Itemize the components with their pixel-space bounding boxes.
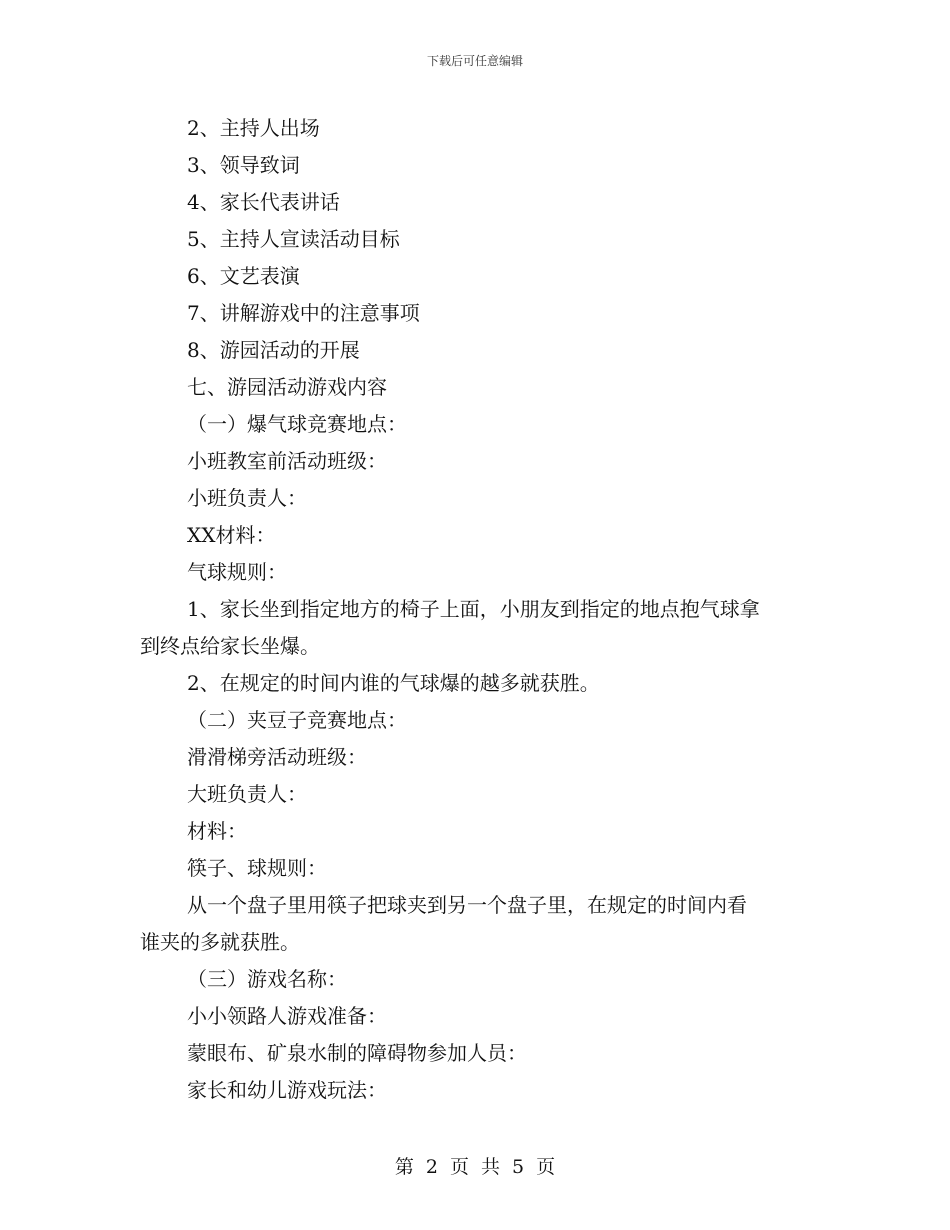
paragraph-line: 气球规则：	[187, 560, 287, 584]
paragraph-line: 小班负责人：	[187, 486, 307, 510]
paragraph-line: 筷子、球规则：	[187, 856, 327, 880]
paragraph-line-continued: 到终点给家长坐爆。	[140, 634, 320, 658]
page-header-note: 下载后可任意编辑	[426, 54, 523, 68]
paragraph-line: 家长和幼儿游戏玩法：	[187, 1078, 387, 1102]
subsection-beans: （二）夹豆子竞赛地点：	[187, 708, 407, 732]
paragraph-line: 大班负责人：	[187, 782, 307, 806]
list-item-game-notes: 7、讲解游戏中的注意事项	[187, 301, 420, 325]
list-item-activity-start: 8、游园活动的开展	[187, 338, 360, 362]
paragraph-line: 小班教室前活动班级：	[187, 449, 387, 473]
paragraph-line: 2、在规定的时间内谁的气球爆的越多就获胜。	[187, 671, 600, 695]
paragraph-line: 1、家长坐到指定地方的椅子上面，小朋友到指定的地点抱气球拿	[187, 597, 760, 621]
paragraph-line: XX材料：	[187, 523, 276, 547]
list-item-host-entrance: 2、主持人出场	[187, 116, 320, 140]
paragraph-line-continued: 谁夹的多就获胜。	[140, 930, 300, 954]
paragraph-line: 蒙眼布、矿泉水制的障碍物参加人员：	[187, 1041, 527, 1065]
section-heading-games: 七、游园活动游戏内容	[187, 375, 387, 399]
list-item-performance: 6、文艺表演	[187, 264, 300, 288]
paragraph-line: 小小领路人游戏准备：	[187, 1004, 387, 1028]
document-body	[140, 110, 820, 1109]
paragraph-line: 从一个盘子里用筷子把球夹到另一个盘子里，在规定的时间内看	[187, 893, 747, 917]
page-number: 第 2 页 共 5 页	[394, 1156, 556, 1178]
list-item-parent-speech: 4、家长代表讲话	[187, 190, 340, 214]
paragraph-line: 滑滑梯旁活动班级：	[187, 745, 367, 769]
list-item-read-goals: 5、主持人宣读活动目标	[187, 227, 400, 251]
subsection-game-name: （三）游戏名称：	[187, 967, 347, 991]
paragraph-line: 材料：	[187, 819, 247, 843]
subsection-balloon: （一）爆气球竞赛地点：	[187, 412, 407, 436]
list-item-leader-speech: 3、领导致词	[187, 153, 300, 177]
